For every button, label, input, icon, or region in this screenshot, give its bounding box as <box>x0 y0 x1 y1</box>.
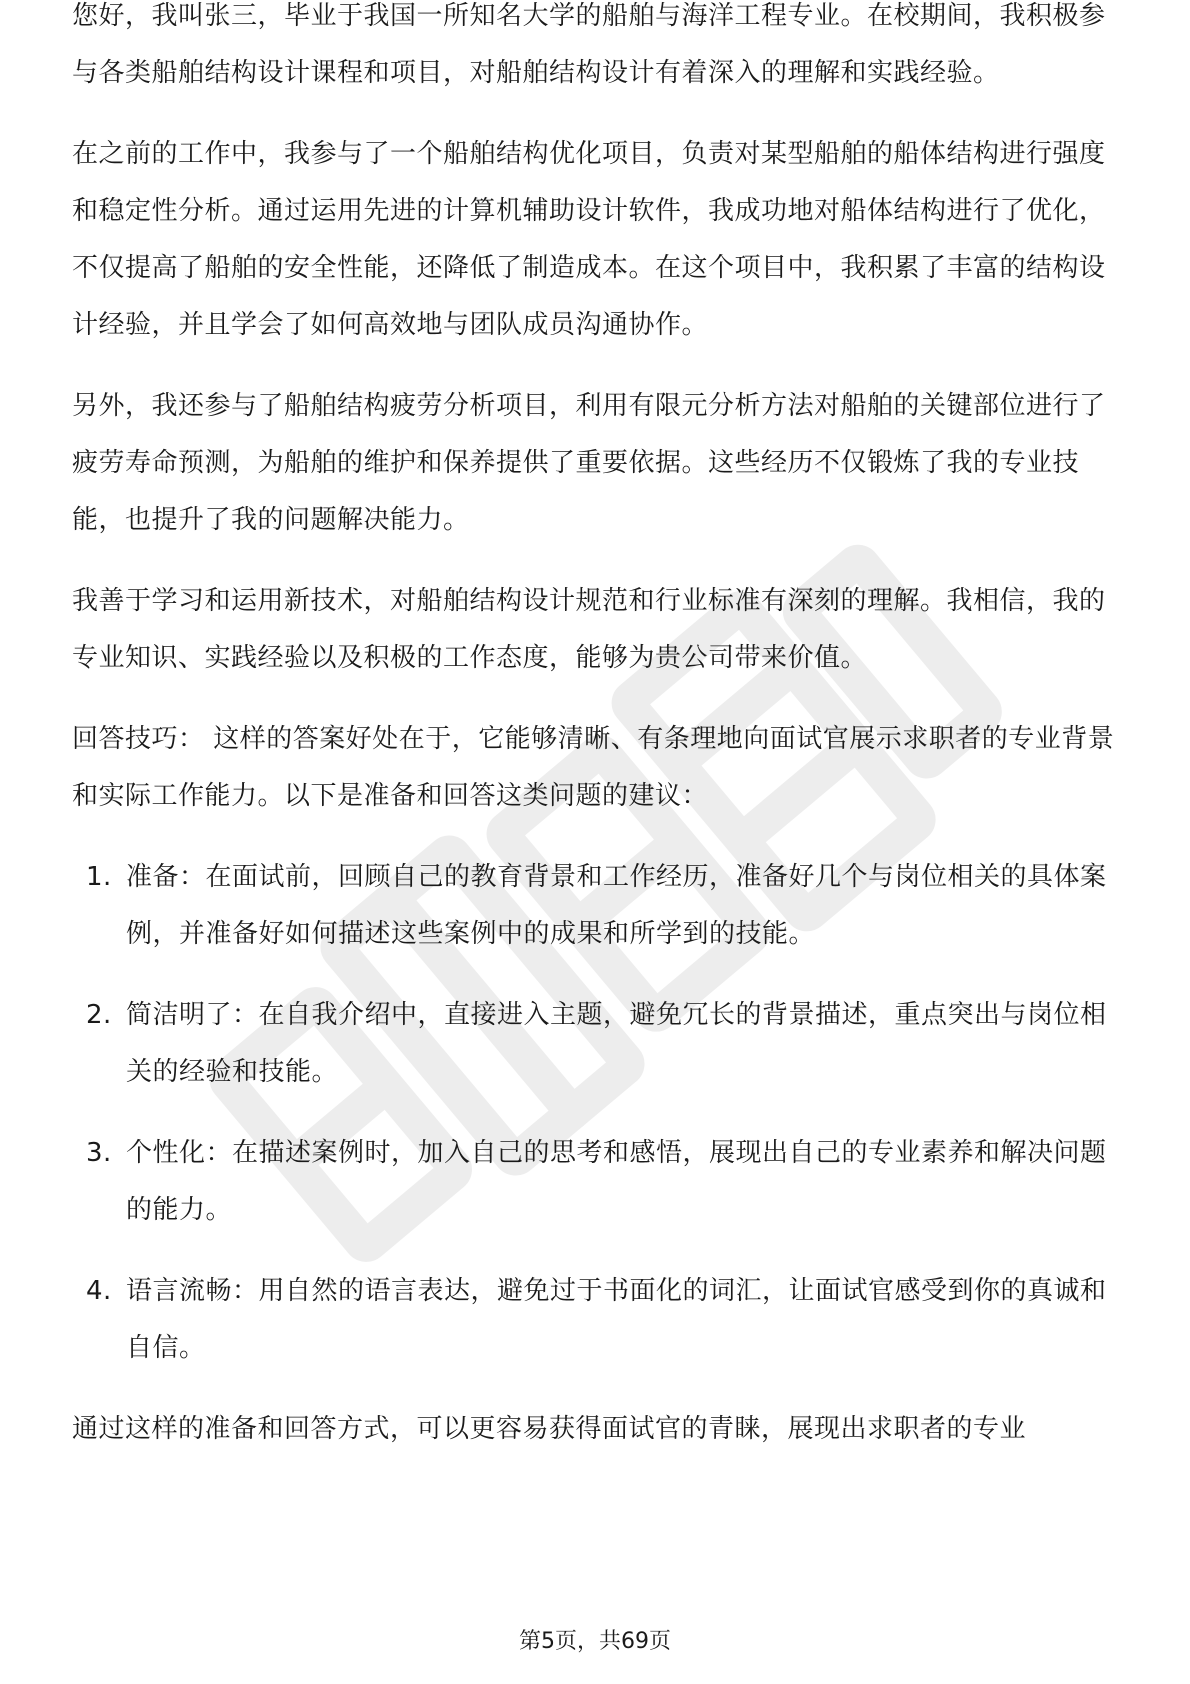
paragraph-skills: 我善于学习和运用新技术，对船舶结构设计规范和行业标准有深刻的理解。我相信，我的专业知识、实践经验以及积极的工作态度，能够为贵公司带来价值。 <box>72 586 1106 673</box>
paragraph-intro: 您好，我叫张三，毕业于我国一所知名大学的船舶与海洋工程专业。在校期间，我积极参与各类船舶结构设计课程和项目，对船舶结构设计有着深入的理解和实践经验。 <box>72 1 1106 88</box>
list-item <box>72 987 1122 1101</box>
paragraph-closing: 通过这样的准备和回答方式，可以更容易获得面试官的青睐，展现出求职者的专业 <box>72 1414 1027 1444</box>
list-item-number: 3. <box>86 1138 112 1168</box>
list-item-text: 准备：在面试前，回顾自己的教育背景和工作经历，准备好几个与岗位相关的具体案例，并准备好如何描述这些案例中的成果和所学到的技能。 <box>126 862 1107 949</box>
tips-list <box>72 849 1122 1377</box>
list-item <box>72 1263 1122 1377</box>
list-item <box>72 1125 1122 1239</box>
paragraph-work-experience: 在之前的工作中，我参与了一个船舶结构优化项目，负责对某型船舶的船体结构进行强度和稳定性分析。通过运用先进的计算机辅助设计软件，我成功地对船体结构进行了优化，不仅提高了船舶的安全性能，还降低了制造成本。在这个项目中，我积累了丰富的结构设计经验，并且学会了如何高效地与团队成员沟通协作。 <box>72 139 1106 340</box>
list-item-number: 2. <box>86 1000 112 1030</box>
list-item <box>72 849 1122 963</box>
list-item-text: 简洁明了：在自我介绍中，直接进入主题，避免冗长的背景描述，重点突出与岗位相关的经验和技能。 <box>126 1000 1107 1087</box>
paragraph-fatigue-project: 另外，我还参与了船舶结构疲劳分析项目，利用有限元分析方法对船舶的关键部位进行了疲劳寿命预测，为船舶的维护和保养提供了重要依据。这些经历不仅锻炼了我的专业技能，也提升了我的问题解决能力。 <box>72 391 1106 535</box>
list-item-text: 语言流畅：用自然的语言表达，避免过于书面化的词汇，让面试官感受到你的真诚和自信。 <box>126 1276 1107 1363</box>
list-item-number: 1. <box>86 862 112 892</box>
list-item-text: 个性化：在描述案例时，加入自己的思考和感悟，展现出自己的专业素养和解决问题的能力。 <box>126 1138 1107 1225</box>
page-number-footer: 第5页，共69页 <box>519 1629 671 1654</box>
paragraph-answer-tips: 回答技巧： 这样的答案好处在于，它能够清晰、有条理地向面试官展示求职者的专业背景和实际工作能力。以下是准备和回答这类问题的建议： <box>72 724 1115 811</box>
document-body <box>72 1 1122 1482</box>
list-item-number: 4. <box>86 1276 112 1306</box>
